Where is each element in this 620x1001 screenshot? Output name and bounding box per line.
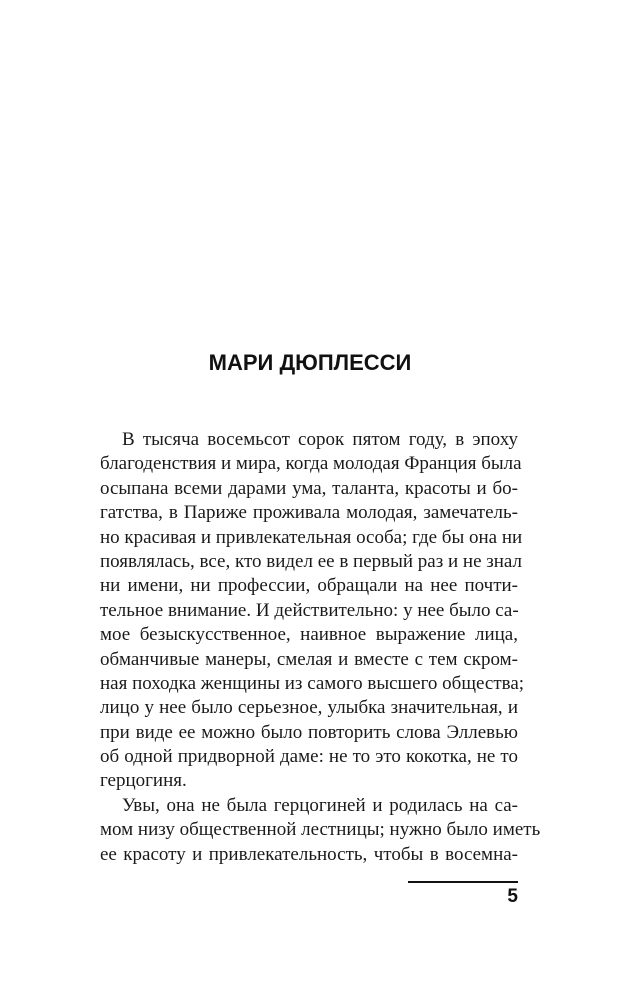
text-line: осыпана всеми дарами ума, таланта, красоты и бо- (100, 477, 518, 499)
text-line: ни имени, ни профессии, обращали на нее почти- (100, 575, 518, 597)
text-line: мое безыскусственное, наивное выражение лица, (100, 624, 518, 646)
text-line: гатства, в Париже проживала молодая, замечатель- (100, 502, 518, 524)
footer-rule (408, 881, 518, 883)
text-line: лицо у нее было серьезное, улыбка значительная, и (100, 697, 518, 719)
text-line: Увы, она не была герцогиней и родилась на са- (122, 794, 518, 816)
text-line: ная походка женщины из самого высшего общества; (100, 672, 525, 694)
text-line: В тысяча восемьсот сорок пятом году, в эпоху (122, 429, 518, 450)
text-line: появлялась, все, кто видел ее в первый раз и не знал (100, 550, 523, 572)
text-line: благоденствия и мира, когда молодая Франция была (100, 453, 522, 475)
text-line: но красивая и привлекательная особа; где бы она ни (100, 526, 523, 548)
text-line: тельное внимание. И действительно: у нее было са- (100, 599, 519, 621)
page-number: 5 (507, 886, 518, 907)
text-line: об одной придворной даме: не то это кокотка, не то (100, 746, 518, 768)
text-line: обманчивые манеры, смелая и вместе с тем скром- (100, 648, 518, 670)
body-text (100, 428, 541, 867)
text-line: при виде ее можно было повторить слова Эллевью (100, 721, 518, 743)
text-line: герцогиня. (100, 770, 187, 792)
chapter-title: МАРИ ДЮПЛЕССИ (208, 350, 412, 375)
text-line: ее красоту и привлекательность, чтобы в восемна- (100, 843, 518, 865)
text-line: мом низу общественной лестницы; нужно было иметь (100, 819, 541, 841)
